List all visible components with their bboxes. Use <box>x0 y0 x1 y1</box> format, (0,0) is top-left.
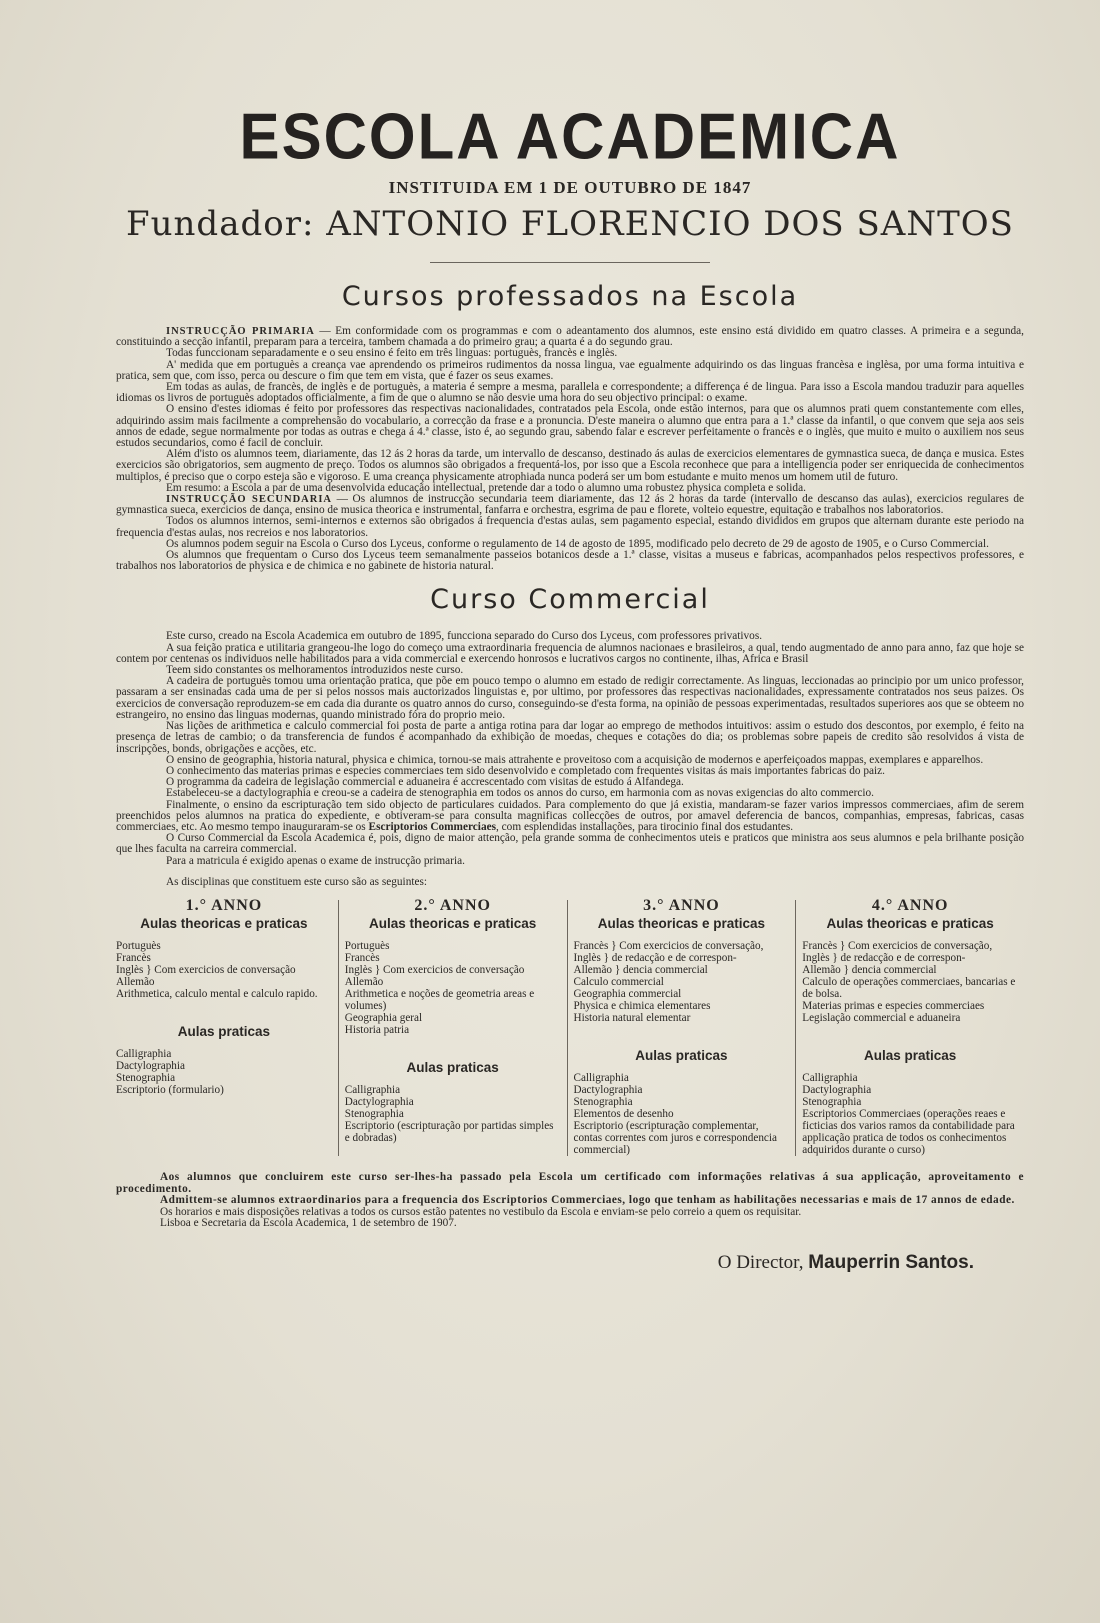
list-item: Inglès } de redacção e de correspon- <box>802 951 966 964</box>
practice-list <box>345 1084 561 1144</box>
list-item: Legislação commercial e aduaneira <box>802 1011 961 1024</box>
paragraph: O ensino de geographia, historia natural, physica e chimica, tornou-se mais attrahente e proveitoso com a acquisição de modernos e aperfeiçoados mappas, exemplares e apparelhos. <box>166 753 984 766</box>
list-item: Francès } Com exercicios de conversação, <box>573 939 764 952</box>
list-item: Escriptorio (formulario) <box>116 1083 224 1096</box>
signature-role: O Director, <box>717 1251 804 1273</box>
list-item: Geographia commercial <box>573 987 682 1000</box>
practice-heading: Aulas praticas <box>863 1047 957 1063</box>
list-item: Allemão <box>344 975 384 988</box>
list-item: Escriptorio (escripturação complementar, contas correntes com juros e correspondencia commercial) <box>573 1119 777 1156</box>
paragraph: A cadeira de portuguès tomou uma orientação pratica, que põe em pouco tempo o alumno em estado de redigir correctamente. As linguas, leccionadas ao principio por um unico professor, passaram a ser ensinadas cada uma de per si pelos nossos mais auctorizados linguistas e, por ultimo, por professores das respectivas nacionalidades, expressamente contratados nos seus paizes. Os exercicios de conversação reproduzem-se em cada dia durante os quatro annos do curso, conseguindo-se d'esta forma, na opinião de pessoas experimentadas, resultados superiores aos que se obteem no estrangeiro, no ensino das linguas modernas, quando ministrado fóra do proprio meio. <box>116 675 1024 721</box>
theory-heading: Aulas theoricas e praticas <box>597 915 766 931</box>
paragraph <box>116 326 1024 348</box>
list-item: Physica e chimica elementares <box>573 999 711 1012</box>
list-item: Calculo commercial <box>573 975 664 988</box>
list-item: Materias primas e especies commerciaes <box>802 999 985 1012</box>
commercial-body <box>116 631 1024 887</box>
practice-heading: Aulas praticas <box>177 1023 271 1039</box>
paragraph: Em resumo: a Escola a par de uma desenvolvida educação intellectual, pretende dar a todo o alumno uma robustez physica completa e solida. <box>166 481 806 494</box>
list-item: Stenographia <box>802 1095 862 1108</box>
paragraph: Os alumnos que frequentam o Curso dos Lyceus teem semanalmente passeios botanicos desde a 1.ª classe, visitas a museus e fabricas, acompanhados pelos respectivos professores, e trabalhos nos laboratorios de physica e de chimica e no gabinete de historia natural. <box>116 549 1024 573</box>
poster-title: ESCOLA ACADEMICA <box>239 100 901 173</box>
list-item: Inglès } Com exercicios de conversação <box>344 963 525 976</box>
list-item: Dactylographia <box>116 1059 185 1072</box>
list-item: Francès <box>344 951 380 964</box>
theory-heading: Aulas theoricas e praticas <box>368 915 537 931</box>
theory-list <box>116 940 332 1000</box>
year-column <box>567 896 796 1156</box>
paragraph: Nas lições de arithmetica e calculo commercial foi posta de parte a antiga rotina para dar logar ao emprego de methodos intuitivos: assim o estudo dos descontos, por exemplo, é feito na presença de letras de cambio; o da transferencia de fundos é acompanhado da exhibição de moedas, cheques e cotações do dia; os problemas sobre papeis de credito são resolvidos á vista de inscripções, bonds, obrigações e acções, etc. <box>116 720 1024 755</box>
founder-line: Fundador: ANTONIO FLORENCIO DOS SANTOS <box>126 204 1014 244</box>
paragraph: Estabeleceu-se a dactylographia e creou-se a cadeira de stenographia em todos os annos do curso, em harmonia com as novas exigencias do alto commercio. <box>166 787 874 800</box>
signature-name: Mauperrin Santos. <box>808 1251 974 1273</box>
list-item: Dactylographia <box>344 1095 414 1108</box>
practice-heading: Aulas praticas <box>406 1059 499 1075</box>
paragraph-emphasis: Escriptorios Commerciaes <box>368 820 497 833</box>
list-item: Inglès } Com exercicios de conversação <box>116 963 296 976</box>
year-column <box>116 896 338 1156</box>
paragraph: Todos os alumnos internos, semi-internos e externos são obrigados á frequencia d'estas aulas, sem pagamento especial, estando divididos em grupos que alternam durante este periodo na frequencia d'estas aulas, nos recreios e nos laboratorios. <box>116 515 1024 539</box>
divider-rule <box>430 262 710 263</box>
year-title: 2.° ANNO <box>414 896 491 914</box>
paragraph: As disciplinas que constituem este curso são as seguintes: <box>166 875 428 888</box>
note-schedules: Os horarios e mais disposições relativas a todos os cursos estão patentes no vestibulo da Escola e enviam-se pelo correio a quem os requisitar. <box>160 1205 802 1218</box>
note-extraordinary: Admittem-se alumnos extraordinarios para a frequencia dos Escriptorios Commerciaes, logo que tenham as habilitações necessarias e mais de 17 annos de edade. <box>160 1194 1015 1207</box>
list-item: Portuguès <box>116 939 161 952</box>
paragraph-text: , com esplendidas installações, para tirocinio final dos estudantes. <box>496 820 794 833</box>
practice-list <box>116 1048 332 1096</box>
practice-heading: Aulas praticas <box>635 1047 728 1063</box>
section-title-commercial: Curso Commercial <box>430 584 710 616</box>
list-item: Dactylographia <box>802 1083 872 1096</box>
theory-heading: Aulas theoricas e praticas <box>140 915 308 931</box>
list-item: Stenographia <box>344 1107 404 1120</box>
list-item: Geographia geral <box>344 1011 423 1024</box>
year-title: 3.° ANNO <box>643 896 720 914</box>
paragraph <box>116 494 1024 516</box>
curriculum-table <box>116 896 1024 1156</box>
theory-heading: Aulas theoricas e praticas <box>826 915 994 931</box>
list-item: Stenographia <box>116 1071 176 1084</box>
list-item: Stenographia <box>573 1095 633 1108</box>
paragraph: Teem sido constantes os melhoramentos introduzidos neste curso. <box>166 664 464 677</box>
paragraph: A' medida que em portuguès a creança vae aprendendo os primeiros rudimentos da nossa lingua, vae egualmente adquirindo os das linguas francèsa e inglèsa, por uma forma intuitiva e pratica, sem que, com isso, perca ou descure o fim que tem em vista, que é fazer os seus exames. <box>116 358 1024 382</box>
list-item: Calligraphia <box>573 1071 629 1084</box>
closing-notes <box>116 1172 1024 1230</box>
paragraph: Este curso, creado na Escola Academica em outubro de 1895, funcciona separado do Curso dos Lyceus, com professores privativos. <box>166 630 763 643</box>
paragraph-text: — Os alumnos de instrucção secundaria teem diariamente, das 12 ás 2 horas da tarde (intervallo de descanso das aulas), exercicios regulares de gymnastica sueca, exercicios de dança, ensino de musica theorica e instrumental, fanfarra e orchestra, esgrima de pau e florete, volteio equestre, equitação e trabalhos nos laboratorios. <box>116 493 1024 517</box>
list-item: Calligraphia <box>344 1083 401 1096</box>
list-item: Arithmetica, calculo mental e calculo rapido. <box>116 987 318 1000</box>
list-item: Dactylographia <box>573 1083 643 1096</box>
list-item: Allemão <box>116 975 155 988</box>
practice-list <box>574 1072 790 1156</box>
list-item: Calligraphia <box>116 1047 172 1060</box>
section-title-courses: Cursos professados na Escola <box>341 281 799 312</box>
year-column <box>338 896 567 1156</box>
note-certificate: Aos alumnos que concluirem este curso ser-lhes-ha passado pela Escola um certificado com informações relativas á sua applicação, aproveitamento e procedimento. <box>116 1170 1024 1195</box>
list-item: Calculo de operações commerciaes, bancarias e de bolsa. <box>802 975 1016 1000</box>
paragraph: Os alumnos podem seguir na Escola o Curso dos Lyceus, conforme o regulamento de 14 de agosto de 1895, modificado pelo decreto de 29 de agosto de 1905, e o Curso Commercial. <box>166 537 989 550</box>
paragraph: O programma da cadeira de legislação commercial e aduaneira é accrescentado com visitas de estudo á Alfandega. <box>166 776 684 789</box>
theory-list <box>802 940 1018 1024</box>
paragraph: A sua feição pratica e utilitaria grangeou-lhe logo do começo uma extraordinaria frequencia de alumnos nacionaes e brasileiros, a qual, tendo augmentado de anno para anno, faz que hoje se contem por centenas os individuos nelle habilitados para a vida commercial e exercendo honrosos e lucrativos cargos no continente, ilhas, Africa e Brasil <box>116 641 1024 665</box>
list-item: Elementos de desenho <box>573 1107 674 1120</box>
list-item: Escriptorio (escripturação por partidas simples e dobradas) <box>344 1119 554 1144</box>
year-title: 4.° ANNO <box>871 896 949 914</box>
list-item: Calligraphia <box>802 1071 858 1084</box>
paragraph-text: Finalmente, o ensino da escripturação tem sido objecto de particulares cuidados. Para complemento do que já existia, mandaram-se fazer varios impressos commerciaes, afim de serem preenchidos pelos alumnos na pratica do expediente, e obtiveram-se para consulta magnificas collecções de outros, por amavel deferencia de bancos, companhias, empresas, fabricas, casas commerciaes, etc. Ao mesmo tempo inauguraram-se os <box>116 798 1024 833</box>
paragraph-text: — Em conformidade com os programmas e com o adeantamento dos alumnos, este ensino está dividido em quatro classes. A primeira e a segunda, constituindo a secção infantil, preparam para a terceira, tambem chamada a do primeiro grau; a quarta é a do segundo grau. <box>116 325 1024 349</box>
year-title: 1.° ANNO <box>185 896 263 914</box>
list-item: Escriptorios Commerciaes (operações reaes e ficticias dos varios ramos da contabilidade para applicação pratica de todos os conhecimentos adquiridos durante o curso) <box>802 1107 1015 1156</box>
paragraph: Além d'isto os alumnos teem, diariamente, das 12 ás 2 horas da tarde, um intervallo de descanso, destinado ás aulas de exercicios elementares de gymnastica sueca, de dança e musica. Estes exercicios são obrigatorios, sem augmento de preço. Todos os alumnos são obrigados a frequentá-los, por isso que a Escola reconhece que para a intelligencia poder ser enriquecida de conhecimentos multiplos, é preciso que o corpo esteja são e vigoroso. E uma creança physicamente atrophiada nunca poderá ser um bom estudante e muito menos um homem util de futuro. <box>116 448 1024 483</box>
paragraph: Em todas as aulas, de francès, de inglès e de portuguès, a materia é sempre a mesma, parallela e correspondente; a differença é de lingua. Para isso a Escola mandou traduzir para aquelles idiomas os livros de portuguès adoptados officialmente, a fim de que o alumno se não desvie uma hora do seu objectivo principal: o exame. <box>116 381 1024 405</box>
list-item: Allemão } dencia commercial <box>573 963 708 976</box>
list-item: Allemão } dencia commercial <box>802 963 937 976</box>
paragraph: O conhecimento das materias primas e especies commerciaes tem sido desenvolvido e completado com frequentes visitas ás mais importantes fabricas do paiz. <box>166 764 886 777</box>
paragraph: O Curso Commercial da Escola Academica é, pois, digno de maior attenção, pela grande somma de conhecimentos uteis e praticos que ministra aos seus alumnos e pela brilhante posição que lhes faculta na carreira commercial. <box>116 832 1024 856</box>
courses-body <box>116 326 1024 572</box>
paragraph: O ensino d'estes idiomas é feito por professores das respectivas nacionalidades, contratados pela Escola, onde estão internos, para que os alumnos prati quem constantemente com elles, adquirindo assim mais facilmente a comprehensão do vocabulario, a correcção da frase e a pronuncia. D'este maneira o alumno que entra para a 1.ª classe da infantil, o que convem que seja aos seis annos de edade, segue normalmente por todas as outras e chega á 4.ª classe, isto é, ao segundo grau, sabendo falar e escrever perfeitamente o francès e o inglès, que muito e muito o auxiliem nos seus estudos secundarios, como é facil de concluir. <box>116 403 1024 450</box>
paragraph <box>116 800 1024 834</box>
theory-list <box>345 940 561 1036</box>
paragraph-heading: INSTRUCÇÃO SECUNDARIA <box>166 494 333 506</box>
paragraph: Para a matricula é exigido apenas o exame de instrucção primaria. <box>166 854 465 867</box>
list-item: Arithmetica e noções de geometria areas e volumes) <box>344 987 535 1012</box>
year-column <box>795 896 1024 1156</box>
paragraph-heading: INSTRUCÇÃO PRIMARIA <box>166 326 315 337</box>
founding-date: INSTITUIDA EM 1 DE OUTUBRO DE 1847 <box>388 178 752 197</box>
theory-list <box>574 940 790 1024</box>
list-item: Historia natural elementar <box>573 1011 691 1024</box>
list-item: Historia patria <box>344 1023 410 1036</box>
list-item: Portuguès <box>344 939 390 952</box>
list-item: Francès <box>116 951 151 964</box>
paragraph: Todas funccionam separadamente e o seu ensino é feito em três linguas: portuguès, francès e inglès. <box>166 347 618 360</box>
signature <box>116 1252 974 1274</box>
list-item: Francès } Com exercicios de conversação, <box>802 939 993 952</box>
note-date: Lisboa e Secretaria da Escola Academica, 1 de setembro de 1907. <box>160 1217 457 1230</box>
list-item: Inglès } de redacção e de correspon- <box>573 951 737 964</box>
practice-list <box>802 1072 1018 1156</box>
